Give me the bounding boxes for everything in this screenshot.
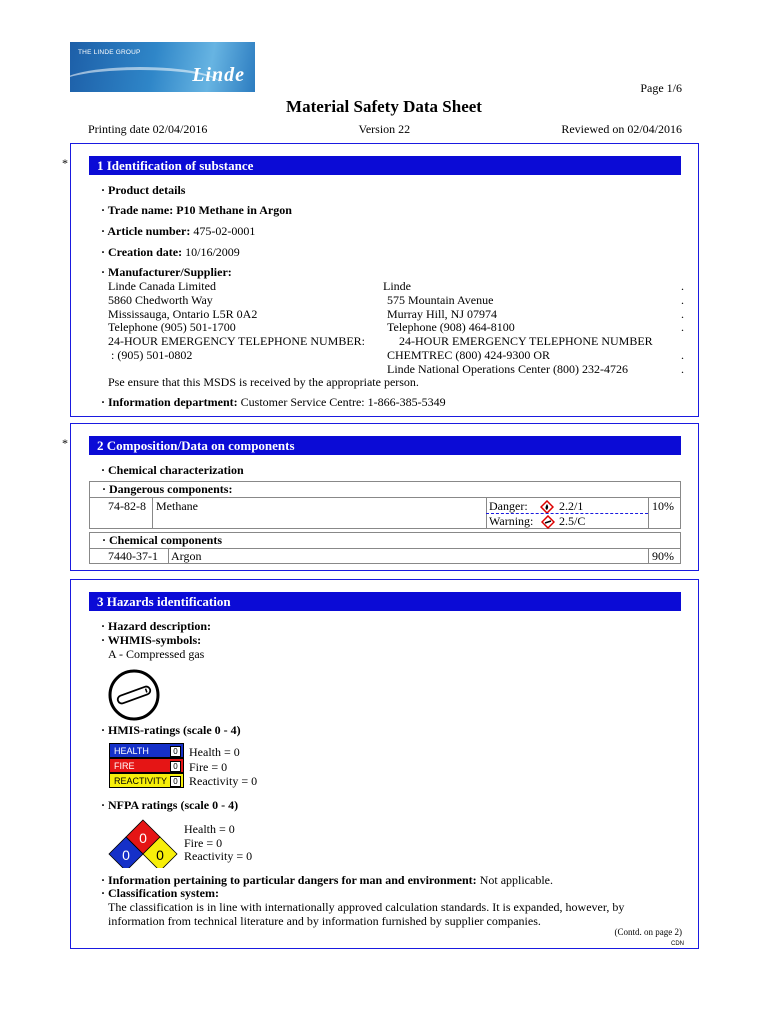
supplier-right-line: 575 Mountain Avenue [387, 293, 494, 307]
classification-text: The classification is in line with internationally approved calculation standards. It is expanded, however, by [108, 900, 625, 914]
printing-date: Printing date 02/04/2016 [88, 122, 208, 136]
hmis-ratings-label: · HMIS-ratings (scale 0 - 4) [101, 723, 241, 737]
nfpa-health-text: Health = 0 [184, 822, 235, 836]
nfpa-fire-text: Fire = 0 [184, 836, 223, 850]
hmis-fire-text: Fire = 0 [189, 760, 228, 774]
logo-brand-text: Linde [192, 64, 245, 86]
trade-name: · Trade name: P10 Methane in Argon [101, 203, 292, 217]
hmis-health-row [109, 743, 184, 758]
supplier-right-line: Telephone (908) 464-8100 [387, 320, 515, 334]
warning-code: 2.5/C [559, 514, 586, 528]
hmis-label [109, 743, 184, 788]
hmis-reactivity-value: 0 [170, 776, 181, 787]
document-meta [88, 122, 682, 137]
classification-text: information from technical literature and by information furnished by supplier companies. [108, 914, 541, 928]
information-department [101, 395, 446, 410]
logo-group-text: THE LINDE GROUP [78, 49, 141, 56]
line-dot: . [681, 362, 684, 376]
region-code: CDN [671, 941, 684, 947]
supplier-left-line: : (905) 501-0802 [108, 348, 193, 362]
danger-label: Danger: [489, 499, 528, 513]
table-divider [168, 548, 169, 563]
supplier-right-line: Linde [383, 279, 411, 293]
revision-marker: * [62, 156, 68, 170]
product-details-label: · Product details [101, 183, 186, 197]
methane-name: Methane [156, 499, 198, 513]
supplier-right-line: 24-HOUR EMERGENCY TELEPHONE NUMBER [387, 334, 653, 348]
article-number-value: 475-02-0001 [193, 224, 256, 238]
section-2-title: 2 Composition/Data on components [89, 436, 681, 455]
section-3 [70, 579, 699, 949]
supplier-right-line: Murray Hill, NJ 07974 [387, 307, 497, 321]
argon-name: Argon [171, 549, 202, 563]
danger-code: 2.2/1 [559, 499, 584, 513]
chemical-characterization-label: · Chemical characterization [101, 463, 244, 477]
particular-dangers-value: Not applicable. [479, 873, 553, 887]
compressed-gas-whmis-icon [107, 668, 161, 722]
supplier-left-line: Telephone (905) 501-1700 [108, 320, 236, 334]
chemical-components-table [89, 532, 681, 564]
whmis-symbols-label: · WHMIS-symbols: [101, 633, 202, 647]
supplier-right-line: Linde National Operations Center (800) 232-4726 [387, 362, 628, 376]
line-dot: . [681, 307, 684, 321]
section-1-title: 1 Identification of substance [89, 156, 681, 175]
supplier-right-line: CHEMTREC (800) 424-9300 OR [387, 348, 550, 362]
page-number: Page 1/6 [640, 81, 682, 95]
hmis-health-label: HEALTH [114, 746, 149, 756]
argon-percent: 90% [652, 549, 674, 563]
section-3-title: 3 Hazards identification [89, 592, 681, 611]
table-divider [152, 497, 153, 528]
line-dot: . [681, 279, 684, 293]
revision-marker: * [62, 436, 68, 450]
reviewed-date: Reviewed on 02/04/2016 [561, 122, 682, 136]
linde-logo [70, 42, 255, 92]
supplier-left-line: Mississauga, Ontario L5R 0A2 [108, 307, 258, 321]
table-divider [648, 497, 649, 528]
supplier-left-line: 5860 Chedworth Way [108, 293, 213, 307]
nfpa-health-value: 0 [122, 847, 130, 863]
hmis-fire-row [109, 758, 184, 773]
hmis-reactivity-text: Reactivity = 0 [189, 774, 258, 788]
classification-system-label: · Classification system: [101, 886, 219, 900]
chemical-components-label: · Chemical components [102, 533, 222, 547]
hmis-health-text: Health = 0 [189, 745, 240, 759]
hmis-reactivity-label: REACTIVITY [114, 776, 168, 786]
line-dot: . [681, 320, 684, 334]
hmis-fire-label: FIRE [114, 761, 135, 771]
hazard-description-label: · Hazard description: [101, 619, 211, 633]
line-dot: . [681, 348, 684, 362]
nfpa-reactivity-value: 0 [156, 847, 164, 863]
line-dot: . [681, 293, 684, 307]
supplier-left-line: Linde Canada Limited [108, 279, 216, 293]
hmis-reactivity-row [109, 773, 184, 788]
hmis-fire-value: 0 [170, 761, 181, 772]
table-divider [648, 548, 649, 563]
gas-cylinder-pictogram-icon [541, 515, 555, 529]
section-2 [70, 423, 699, 571]
continued-note: (Contd. on page 2) [614, 927, 682, 937]
creation-date [101, 245, 240, 260]
nfpa-reactivity-text: Reactivity = 0 [184, 849, 253, 863]
article-number [101, 224, 255, 239]
creation-date-label: · Creation date: [101, 245, 183, 259]
particular-dangers-label: · Information pertaining to particular dangers for man and environment: [101, 873, 477, 887]
hmis-health-value: 0 [170, 746, 181, 757]
version: Version 22 [358, 122, 411, 136]
argon-cas: 7440-37-1 [108, 549, 158, 563]
nfpa-diamond-icon [108, 818, 178, 868]
warning-label: Warning: [489, 514, 534, 528]
creation-date-value: 10/16/2009 [185, 245, 240, 259]
supplier-left-line: 24-HOUR EMERGENCY TELEPHONE NUMBER: [108, 334, 365, 348]
article-number-label: · Article number: [101, 224, 191, 238]
nfpa-fire-value: 0 [139, 830, 147, 846]
manufacturer-label: · Manufacturer/Supplier: [101, 265, 232, 279]
dangerous-components-label: · Dangerous components: [102, 482, 233, 496]
flame-pictogram-icon [540, 500, 554, 514]
methane-percent: 10% [652, 499, 674, 513]
info-department-value: Customer Service Centre: 1-866-385-5349 [240, 395, 446, 409]
nfpa-ratings-label: · NFPA ratings (scale 0 - 4) [101, 798, 239, 812]
document-title: Material Safety Data Sheet [286, 97, 482, 116]
info-department-label: · Information department: [101, 395, 238, 409]
methane-cas: 74-82-8 [108, 499, 146, 513]
whmis-class: A - Compressed gas [108, 647, 205, 661]
dangerous-components-table [89, 481, 681, 529]
msds-notice: Pse ensure that this MSDS is received by the appropriate person. [108, 375, 419, 389]
table-divider [90, 497, 680, 498]
section-1 [70, 143, 699, 417]
